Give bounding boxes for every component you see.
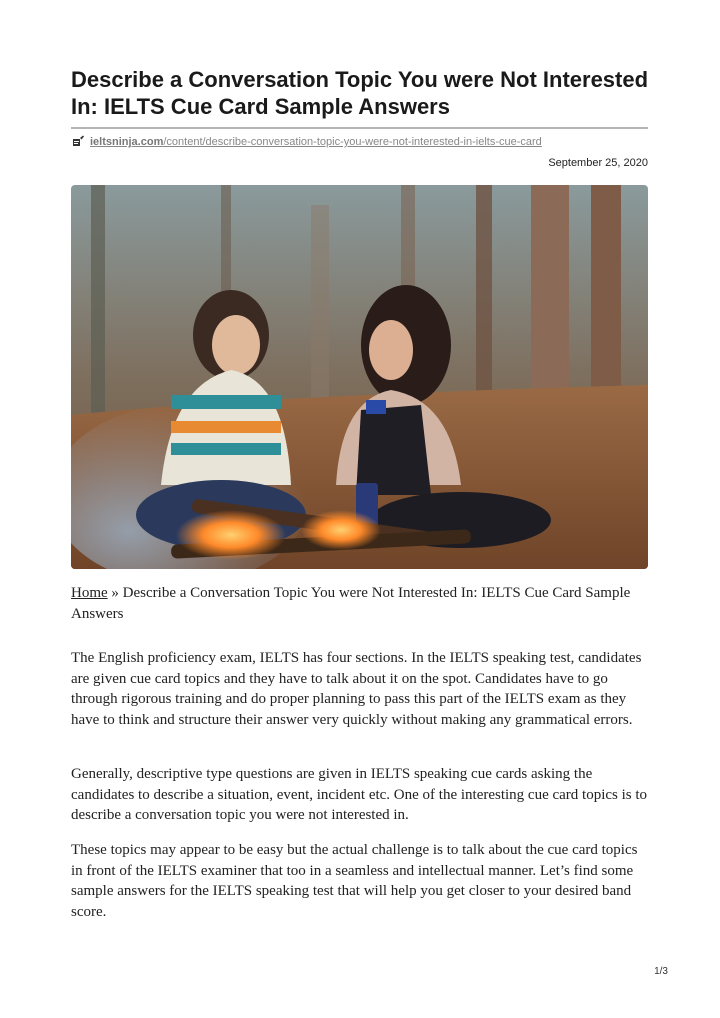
breadcrumb-current: Describe a Conversation Topic You were Not Interested In: IELTS Cue Card Sample Answers <box>71 585 631 622</box>
source-domain: ieltsninja.com <box>90 136 164 148</box>
paragraph-descriptive: Generally, descriptive type questions are given in IELTS speaking cue cards asking the candidates to describe a situation, event, incident etc. One of the interesting cue card topics is to describe a conversation topic you were not interested in. <box>71 766 648 823</box>
pen-icon <box>71 135 85 149</box>
breadcrumb <box>71 583 648 625</box>
publish-date: September 25, 2020 <box>548 157 648 169</box>
campfire-photo <box>71 185 648 569</box>
source-url[interactable] <box>71 133 542 151</box>
paragraph-challenge: These topics may appear to be easy but the actual challenge is to talk about the cue card topics in front of the IELTS examiner that too in a seamless and intellectual manner. Let’s find some sample answers for the IELTS speaking test that will help you get closer to your desired band score. <box>71 842 638 920</box>
source-path: /content/describe-conversation-topic-you-were-not-interested-in-ielts-cue-card <box>163 136 542 148</box>
title-divider <box>71 127 648 129</box>
breadcrumb-home-link[interactable]: Home <box>71 585 108 601</box>
page-number: 1/3 <box>654 966 668 977</box>
article-title: Describe a Conversation Topic You were Not Interested In: IELTS Cue Card Sample Answers <box>71 67 649 119</box>
breadcrumb-separator: » <box>107 585 123 601</box>
source-link[interactable] <box>90 136 542 148</box>
paragraph-intro: The English proficiency exam, IELTS has four sections. In the IELTS speaking test, candidates are given cue card topics and they have to talk about it on the spot. Candidates have to go through rigorous training and do proper planning to pass this part of the IELTS exam as they have to think and structure their answer very quickly without making any grammatical errors. <box>71 650 642 728</box>
hero-image <box>71 185 648 569</box>
